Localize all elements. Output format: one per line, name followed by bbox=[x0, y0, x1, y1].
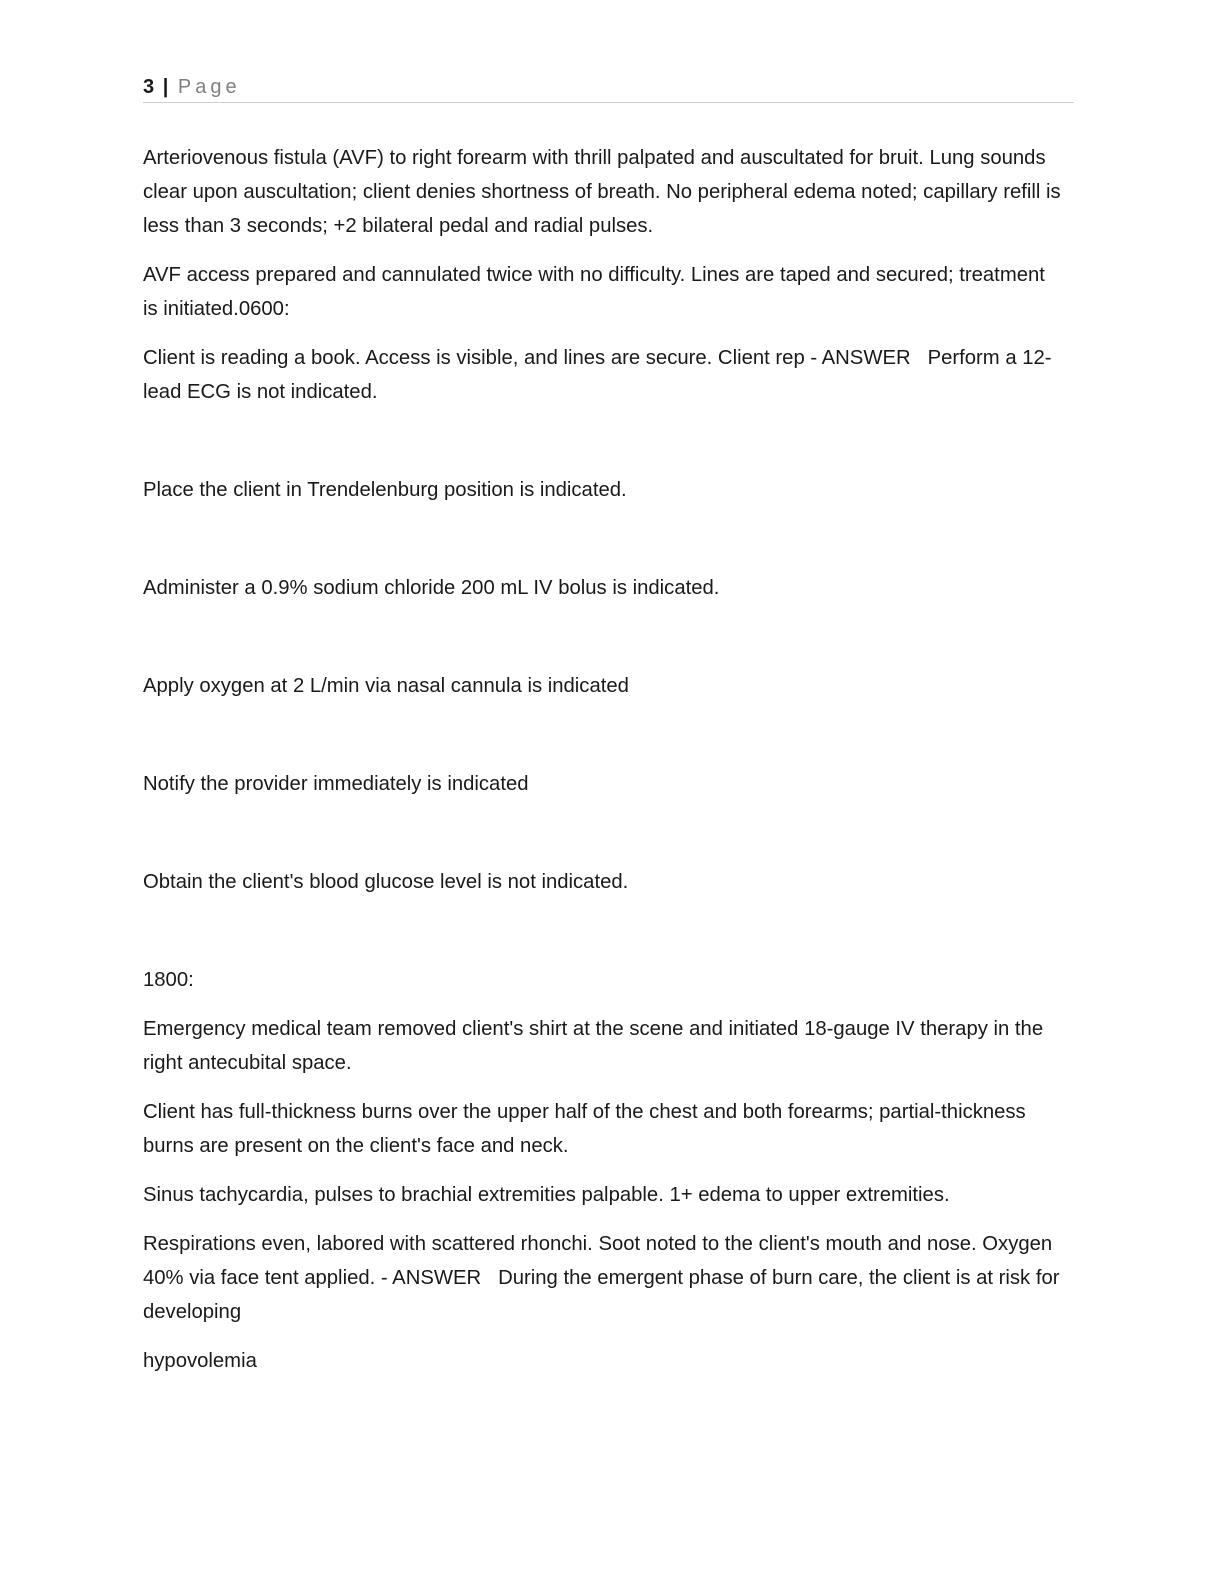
paragraph-notify-provider: Notify the provider immediately is indicated bbox=[143, 773, 529, 795]
paragraph-respirations bbox=[143, 1227, 1063, 1329]
paragraph-trendelenburg: Place the client in Trendelenburg position is indicated. bbox=[143, 479, 627, 501]
page-number: 3 bbox=[143, 76, 155, 98]
paragraph-bolus: Administer a 0.9% sodium chloride 200 mL IV bolus is indicated. bbox=[143, 577, 720, 599]
page-header bbox=[143, 72, 1074, 103]
page-label: Page bbox=[177, 76, 241, 98]
paragraph-time-1800: 1800: bbox=[143, 969, 194, 991]
paragraph-burns: Client has full-thickness burns over the upper half of the chest and both forearms; partial-thickness burns are present on the client's face and neck. bbox=[143, 1101, 1026, 1157]
paragraph-avf-assessment: Arteriovenous fistula (AVF) to right forearm with thrill palpated and auscultated for bruit. Lung sounds clear upon auscultation; client denies shortness of breath. No peripheral edema noted; capillary refill is less than 3 seconds; +2 bilateral pedal and radial pulses. bbox=[143, 147, 1061, 237]
paragraph-emergency-team: Emergency medical team removed client's shirt at the scene and initiated 18-gauge IV therapy in the right antecubital space. bbox=[143, 1018, 1044, 1074]
paragraph-blood-glucose: Obtain the client's blood glucose level is not indicated. bbox=[143, 871, 629, 893]
question-text: Client is reading a book. Access is visible, and lines are secure. Client rep - ANSWER bbox=[143, 347, 911, 369]
answer-text: Perform a 12-lead ECG is not indicated. bbox=[143, 347, 1052, 403]
paragraph-sinus-tachycardia: Sinus tachycardia, pulses to brachial extremities palpable. 1+ edema to upper extremities. bbox=[143, 1184, 950, 1206]
paragraph-avf-access: AVF access prepared and cannulated twice with no difficulty. Lines are taped and secured; treatment is initiated.0600: bbox=[143, 264, 1045, 320]
question-text: Respirations even, labored with scattered rhonchi. Soot noted to the client's mouth and nose. Oxygen 40% via face tent applied. - ANSWER bbox=[143, 1233, 1053, 1289]
document-body bbox=[143, 141, 1063, 1378]
paragraph-client-reading bbox=[143, 341, 1063, 409]
paragraph-oxygen: Apply oxygen at 2 L/min via nasal cannula is indicated bbox=[143, 675, 629, 697]
answer-text: During the emergent phase of burn care, the client is at risk for developing bbox=[143, 1267, 1060, 1323]
header-separator: | bbox=[162, 76, 169, 98]
paragraph-hypovolemia: hypovolemia bbox=[143, 1350, 257, 1372]
